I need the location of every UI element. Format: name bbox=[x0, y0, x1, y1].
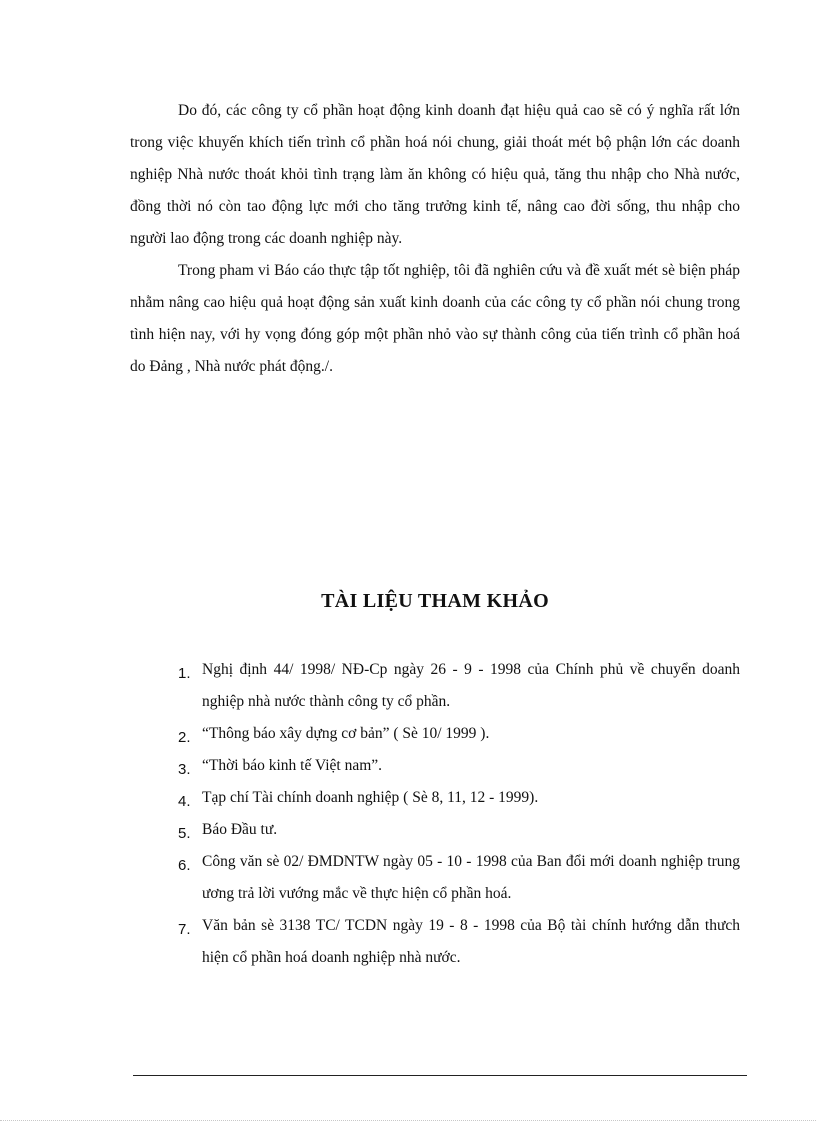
reference-item bbox=[170, 750, 740, 782]
reference-text: Tạp chí Tài chính doanh nghiệp ( Sè 8, 11, 12 - 1999). bbox=[202, 789, 539, 806]
reference-number: 6. bbox=[178, 857, 191, 874]
body-text bbox=[130, 95, 740, 383]
reference-number: 5. bbox=[178, 825, 191, 842]
paragraph-conclusion-1: Do đó, các công ty cổ phần hoạt động kinh doanh đạt hiệu quả cao sẽ có ý nghĩa rất lớn trong việc khuyến khích tiến trình cổ phần hoá nói chung, giải thoát mét bộ phận lớn các doanh nghiệp Nhà nước thoát khỏi tình trạng làm ăn không có hiệu quả, tăng thu nhập cho Nhà nước, đồng thời nó còn tao động lực mới cho tăng trưởng kinh tế, nâng cao đời sống, thu nhập cho người lao động trong các doanh nghiệp này. bbox=[130, 102, 740, 247]
reference-item bbox=[170, 910, 740, 974]
paragraph-conclusion-2: Trong pham vi Báo cáo thực tập tốt nghiệp, tôi đã nghiên cứu và đề xuất mét sè biện pháp nhằm nâng cao hiệu quả hoạt động sản xuất kinh doanh của các công ty cổ phần nói chung trong tình hiện nay, với hy vọng đóng góp một phần nhỏ vào sự thành công của tiến trình cổ phần hoá do Đảng , Nhà nước phát động./. bbox=[130, 262, 740, 375]
reference-item bbox=[170, 782, 740, 814]
reference-item bbox=[170, 718, 740, 750]
reference-item bbox=[170, 814, 740, 846]
reference-text: “Thời báo kinh tế Việt nam”. bbox=[202, 757, 383, 774]
reference-text: Công văn sè 02/ ĐMDNTW ngày 05 - 10 - 1998 của Ban đổi mới doanh nghiệp trung ương trả lời vướng mắc về thực hiện cổ phần hoá. bbox=[202, 853, 740, 902]
reference-number: 4. bbox=[178, 793, 191, 810]
footer-divider bbox=[133, 1075, 747, 1076]
references-heading: TÀI LIỆU THAM KHẢO bbox=[321, 590, 549, 612]
reference-text: Nghị định 44/ 1998/ NĐ-Cp ngày 26 - 9 - 1998 của Chính phủ về chuyển doanh nghiệp nhà nước thành công ty cổ phần. bbox=[202, 661, 740, 710]
reference-item bbox=[170, 846, 740, 910]
reference-text: Văn bản sè 3138 TC/ TCDN ngày 19 - 8 - 1998 của Bộ tài chính hướng dẫn thưch hiện cổ phần hoá doanh nghiệp nhà nước. bbox=[202, 917, 740, 966]
reference-number: 1. bbox=[178, 665, 191, 682]
reference-number: 2. bbox=[178, 729, 191, 746]
reference-number: 7. bbox=[178, 921, 191, 938]
reference-item bbox=[170, 654, 740, 718]
references-list bbox=[170, 654, 740, 974]
reference-number: 3. bbox=[178, 761, 191, 778]
reference-text: “Thông báo xây dựng cơ bản” ( Sè 10/ 1999 ). bbox=[202, 725, 490, 742]
reference-text: Báo Đầu tư. bbox=[202, 821, 278, 838]
page-bottom-dotted-edge bbox=[0, 1120, 816, 1121]
